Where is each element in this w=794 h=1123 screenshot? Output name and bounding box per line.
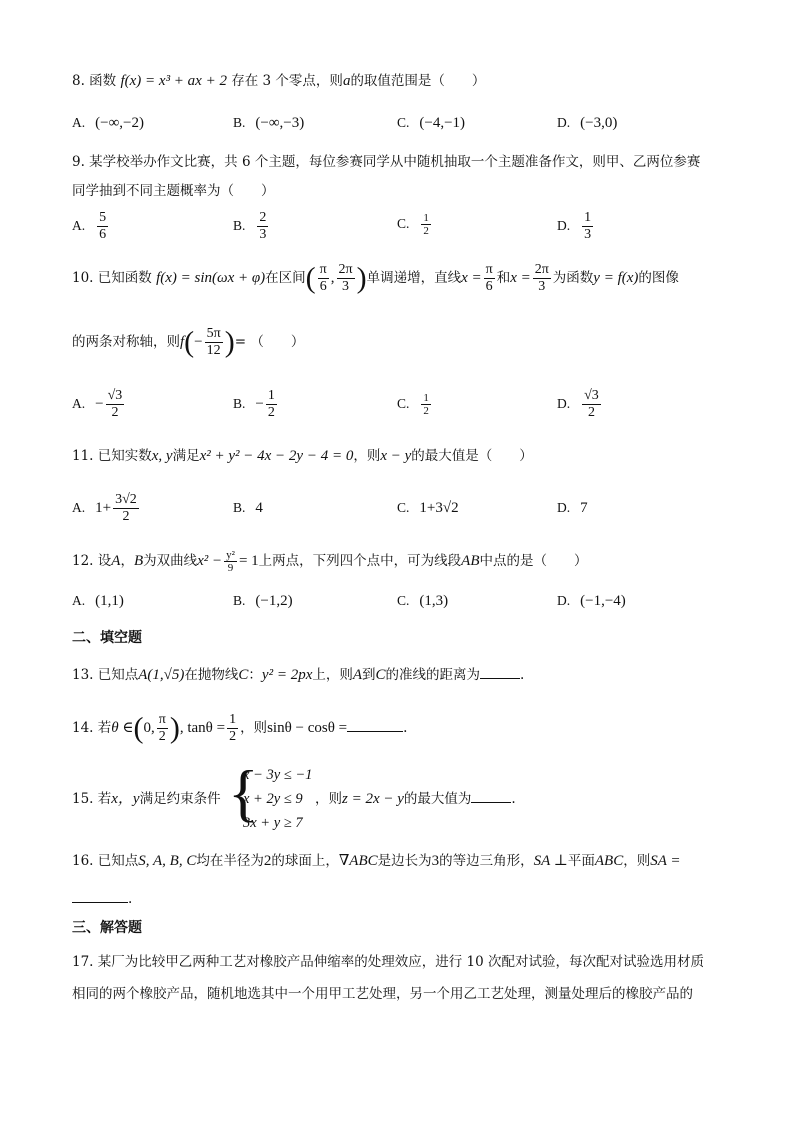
q15-constraint-1: x − 3y ≤ −1 [243, 767, 313, 783]
q15-constraint-3: 3x + y ≥ 7 [243, 815, 303, 831]
q14-stem: 14. 若θ ∈(0, $\frac{\pi}{2}$ ), tanθ = $\frac{1}{2}$ ，则sinθ − cosθ = . [72, 711, 408, 745]
q11-option-a: A. 1+ $\frac{3√2}{2}$ [72, 492, 137, 524]
q17-stem-line1: 17. 某厂为比较甲乙两种工艺对橡胶产品伸缩率的处理效应，进行 10 次配对试验，每次配对试验选用材质 [72, 954, 705, 970]
q10-option-c: C. $\frac{1}{2}$ [397, 392, 429, 417]
q10-option-d: D. $\frac{√3}{2}$ [557, 388, 599, 420]
q10-option-a: A. − $\frac{√3}{2}$ [72, 388, 123, 420]
q8-option-d: D. (−3,0) [557, 115, 618, 131]
q16-stem: 16. 已知点S, A, B, C均在半径为2的球面上，∇ABC是边长为3的等边三角形，SA ⊥平面ABC，则SA = [72, 853, 681, 869]
q8-option-a: A. (−∞,−2) [72, 115, 144, 131]
q9-option-c: C. $\frac{1}{2}$ [397, 212, 429, 237]
q16-answer-line: . [72, 889, 132, 909]
q16-answer-blank [72, 889, 128, 903]
q15-stem: 15. 若x，y满足约束条件 [72, 791, 221, 807]
q10-stem-line2: 的两条对称轴，则f(− $\frac{5\pi}{12}$ )= （ ） [72, 325, 305, 359]
q15-answer-blank [471, 789, 511, 803]
q12-option-b: B. (−1,2) [233, 593, 293, 609]
q10-stem-line1: 10. 已知函数 f(x) = sin(ωx + φ)在区间( $\frac{\pi}{6}$ , $\frac{2\pi}{3}$ )单调递增，直线x = $\frac{\pi}{6}$ 和x = $\frac{2\pi}{3}$ 为函数y = f(x)的图像 [72, 261, 679, 295]
q15-stem-tail: ，则z = 2x − y的最大值为 . [315, 791, 516, 807]
q11-option-b: B. 4 [233, 500, 263, 516]
section-solutions-heading: 三、解答题 [72, 920, 142, 936]
q12-option-a: A. (1,1) [72, 593, 124, 609]
q15-constraint-2: x + 2y ≤ 9 [243, 791, 303, 807]
q11-option-c: C. 1+3√2 [397, 500, 459, 516]
q9-option-b: B. $\frac{2}{3}$ [233, 210, 267, 242]
q11-stem: 11. 已知实数x, y满足x² + y² − 4x − 2y − 4 = 0，则x − y的最大值是（ ） [72, 448, 533, 464]
q12-option-d: D. (−1,−4) [557, 593, 626, 609]
q12-stem: 12. 设A，B为双曲线x² − $\frac{\text{y²}}{9}$ = 1上两点，下列四个点中，可为线段AB中点的是（ ） [72, 549, 588, 574]
q9-stem-line2: 同学抽到不同主题概率为（ ） [72, 183, 275, 199]
q9-option-d: D. $\frac{1}{3}$ [557, 210, 592, 242]
q13-answer-blank [480, 665, 520, 679]
q9-stem-line1: 9. 某学校举办作文比赛，共 6 个主题，每位参赛同学从中随机抽取一个主题准备作文，则甲、乙两位参赛 [72, 154, 701, 170]
section-fill-in-heading: 二、填空题 [72, 630, 142, 646]
q13-stem: 13. 已知点A(1,√5)在抛物线C：y² = 2px上，则A到C的准线的距离为 . [72, 667, 525, 683]
q17-stem-line2: 相同的两个橡胶产品，随机地选其中一个用甲工艺处理，另一个用乙工艺处理，测量处理后的橡胶产品的 [72, 986, 693, 1002]
q9-option-a: A. $\frac{5}{6}$ [72, 210, 107, 242]
q15-brace: { [228, 757, 259, 828]
q8-option-b: B. (−∞,−3) [233, 115, 305, 131]
q8-option-c: C. (−4,−1) [397, 115, 466, 131]
q11-option-d: D. 7 [557, 500, 588, 516]
q10-option-b: B. − $\frac{1}{2}$ [233, 388, 275, 420]
q8-stem: 8. 函数 f(x) = x³ + ax + 2 存在 3 个零点，则a的取值范围是（ ） [72, 73, 486, 89]
q8-formula: f(x) = x³ + ax + 2 [120, 73, 227, 89]
q14-answer-blank [347, 718, 403, 732]
q12-option-c: C. (1,3) [397, 593, 449, 609]
